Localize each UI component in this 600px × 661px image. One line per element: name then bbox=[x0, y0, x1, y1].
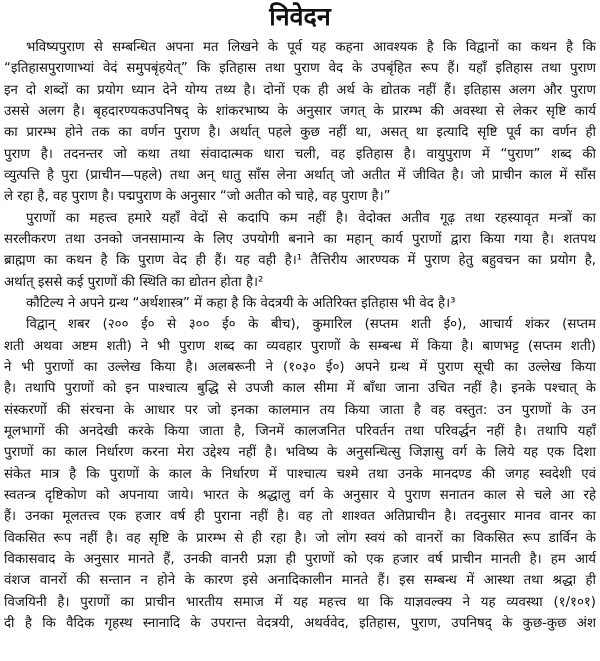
body-text bbox=[4, 37, 596, 634]
text-line: विकासवाद के अनुसार मानते हैं, उनकी वानरी प्रज्ञा ही पुराणों को एक हजार वर्ष प्राचीन मानती है। हम आर्य bbox=[4, 551, 596, 567]
text-line: स्वतन्त्र दृष्टिकोण को अपनाया जाये। भारत के श्रद्धालु वर्ग के अनुसार ये पुराण सनातन काल से चले आ रहे bbox=[4, 487, 596, 503]
text-line: इन दो शब्दों का प्रयोग ध्यान देने योग्य तथ्य है। दोनों एक ही अर्थ के द्योतक नहीं हैं। इतिहास अलग और पुराण bbox=[4, 82, 596, 98]
text-line: पुराणों का काल निर्धारण करना मेरा उद्देश्य नहीं है। भविष्य के अनुसन्धित्सु जिज्ञासु वर्ग के लिये यह एक दिशा bbox=[4, 445, 596, 461]
text-line: भविष्यपुराण से सम्बन्धित अपना मत लिखने के पूर्व यह कहना आवश्यक है कि विद्वानों का कथन है कि bbox=[26, 40, 596, 55]
text-line: व्युत्पत्ति है पुरा (प्राचीन—पहले) तथा अन् धातु साँस लेना अर्थात् जो अतीत में जीवित है। जो प्राचीन काल में साँस bbox=[4, 167, 596, 183]
text-line: का प्रारम्भ होने तक का वर्णन पुराण है। अर्थात् पहले कुछ नहीं था, असत् था इत्यादि सृष्टि पूर्व का वर्णन ही bbox=[4, 125, 596, 141]
text-line: अर्थात् इससे कई पुराणों की स्थिति का द्योतन होता है।² bbox=[4, 274, 264, 290]
text-line: है। तथापि पुराणों को इन पाश्चात्य बुद्धि से उपजी काल सीमा में बाँधा जाना उचित नहीं है। इनके पश्चात् के bbox=[4, 381, 596, 397]
page-title: निवेदन bbox=[269, 2, 331, 31]
text-line: कौटिल्य ने अपने ग्रन्थ “अर्थशास्त्र” में कहा है कि वेदत्रयी के अतिरिक्त इतिहास भी वेद है।³ bbox=[26, 295, 456, 311]
text-line: सरलीकरण तथा उनको जनसामान्य के लिए उपयोगी बनाने का महान् कार्य पुराणों द्वारा किया गया है। शतपथ bbox=[4, 231, 596, 247]
text-line: ब्राह्मण का कथन है कि पुराण वेद ही हैं। यह वही है।¹ तैत्तिरीय आरण्यक में पुराण हेतु बहुवचन का प्रयोग है, bbox=[4, 253, 596, 269]
text-line: विकसित रूप नहीं है। वह सृष्टि के प्रारम्भ से ही रहा है। जो लोग स्वयं को वानरों का विकसित रूप डार्विन के bbox=[4, 530, 596, 546]
text-line: मूलभागों की अनदेखी करके किया जाता है, जिनमें कालजनित परिवर्तन तथा परिवर्द्धन नहीं है। तथापि यहाँ bbox=[4, 423, 596, 439]
text-line: संस्करणों की संरचना के आधार पर जो इनका कालमान तय किया जाता है वह वस्तुत: उन पुराणों के उन bbox=[4, 402, 596, 418]
text-line: हैं। उनका मूलतत्त्व एक हजार वर्ष ही पुराना नहीं है। वह तो शाश्वत अतिप्राचीन है। तदनुसार मानव वानर का bbox=[4, 509, 596, 525]
text-line: पुराणों का महत्त्व हमारे यहाँ वेदों से कदापि कम नहीं है। वेदोक्त अतीव गूढ़ तथा रहस्यावृत मन्त्रों का bbox=[26, 210, 596, 226]
text-line: संकेत मात्र है कि पुराणों के काल के निर्धारण में पाश्चात्य चश्मे तथा उनके मानदण्ड की जगह स्वदेशी एवं bbox=[4, 466, 596, 482]
text-line: विजयिनी है। पुराणों का प्राचीन भारतीय समाज में यह महत्त्व था कि याज्ञवल्क्य ने यह व्यवस्था (१/१०१) bbox=[4, 594, 596, 610]
text-line: वंशज वानरों की सन्तान न होने के कारण इसे अनादिकालीन मानते हैं। इस सम्बन्ध में आस्था तथा श्रद्धा ही bbox=[4, 573, 596, 589]
text-line: शती अथवा अष्टम शती) ने भी पुराण शब्द का व्यवहार पुराणों के सम्बन्ध में किया है। बाणभट्ट (सप्तम शती) bbox=[4, 338, 596, 354]
text-line: पुराण है। तदनन्तर जो कथा तथा संवादात्मक धारा चली, वह इतिहास है। वायुपुराण में “पुराण” शब्द की bbox=[4, 146, 596, 162]
text-line: “इतिहासपुराणाभ्यां वेदं समुपबृंहयेत्” कि इतिहास तथा पुराण वेद के उपबृंहित रूप हैं। यहाँ इतिहास तथा पुराण bbox=[4, 61, 596, 77]
text-line: ले रहा है, वह पुराण है। पद्मपुराण के अनुसार “जो अतीत को चाहे, वह पुराण है।” bbox=[4, 189, 391, 205]
text-line: विद्वान् शबर (२०० ई० से ३०० ई० के बीच), कुमारिल (सप्तम शती ई०), आचार्य शंकर (सप्तम bbox=[26, 317, 596, 333]
text-line: उससे अलग है। बृहदारण्यकउपनिषद् के शांकरभाष्य के अनुसार जगत् के प्रारम्भ की अवस्था से लेकर सृष्टि कार्य bbox=[4, 103, 596, 119]
text-line: ने भी पुराणों का उल्लेख किया है। अलबरूनी ने (१०३० ई०) अपने ग्रन्थ में पुराण सूची का उल्लेख किया bbox=[4, 359, 596, 375]
text-line: दी है कि वैदिक गृहस्थ स्नानादि के उपरान्त वेदत्रयी, अथर्ववेद, इतिहास, पुराण, उपनिषद् के कुछ-कुछ अंश bbox=[4, 615, 596, 631]
